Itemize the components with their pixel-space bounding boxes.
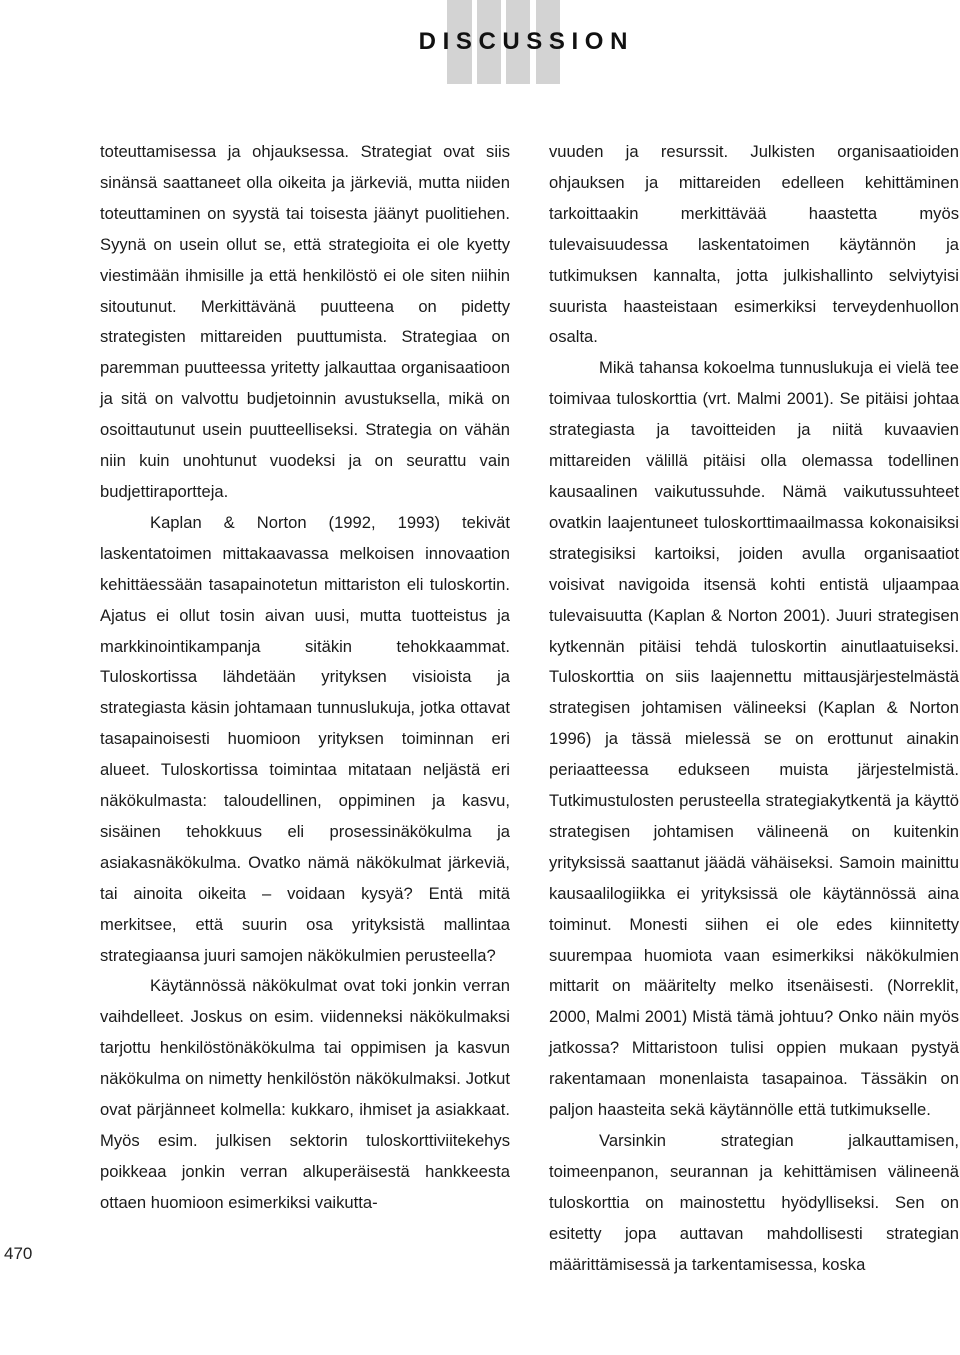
paragraph: vuuden ja resurssit. Julkisten organisaatioiden ohjauksen ja mittareiden edelleen kehittäminen tarkoittaakin merkittävää haastetta myös tulevaisuudessa laskentatoimen käytännön ja tutkimuksen kannalta, jotta julkishallinto selviytyisi suurista haasteistaan esimerkiksi terveydenhuollon osalta. — [549, 142, 959, 347]
paragraph: toteuttamisessa ja ohjauksessa. Strategiat ovat siis sinänsä saattaneet olla oikeita ja järkeviä, mutta niiden toteuttaminen on syystä tai toisesta jäänyt puolitiehen. Syynä on usein ollut se, että strategioita ei ole kyetty viestimään ihmisille ja että henkilöstö ei ole siten niihin sitoutunut. Merkittävänä puutteena on pidetty strategisten mittareiden puuttumista. Strategiaa on paremman puutteessa yritetty jalkauttaa organisaatioon ja sitä on valvottu budjetoinnin avustuksella, mikä on osoittautunut usein puutteelliseksi. Strategia on vähän niin kuin unohtunut vuodeksi ja on seurattu vain budjettiraportteja. — [100, 142, 510, 501]
section-title: DISCUSSION — [418, 28, 634, 55]
paragraph: Mikä tahansa kokoelma tunnuslukuja ei vielä tee toimivaa tuloskorttia (vrt. Malmi 2001). Se pitäisi johtaa strategiasta ja tavoitteiden ja niitä kuvaavien mittareiden välillä pitäisi olla olemassa todellinen kausaalinen vaikutussuhde. Nämä vaikutussuhteet ovatkin laajentuneet tuloskorttimaailmassa kokonaisiksi strategisiksi kartoiksi, joiden avulla organisaatiot voisivat navigoida itsensä kohti entistä uljaampaa tulevaisuutta (Kaplan & Norton 2001). Juuri strategisen kytkennän pitäisi tehdä tuloskortin ainutlaatuiseksi. Tuloskorttia on siis laajennettu mittausjärjestelmästä strategisen johtamisen välineeksi (Kaplan & Norton 1996) ja tässä mielessä se on erottunut ainakin periaatteessa edukseen muista järjestelmistä. Tutkimustulosten perusteella strategiakytkentä ja käyttö strategisen johtamisen välineenä on kuitenkin yrityksissä saattanut jäädä vähäiseksi. Samoin mainittu kausaalilogiikka ei yrityksissä ole käytännössä aina toiminut. Monesti siihen ei ole edes kiinnitetty suurempaa huomiota vaan esimerkiksi näkökulmien mittarit on määritelty melko itsenäisesti. (Norreklit, 2000, Malmi 2001) Mistä tämä johtuu? Onko näin myös jatkossa? Mittaristoon tulisi oppien mukaan pystyä rakentamaan monenlaista tasapainoa. Tässäkin on paljon haasteita sekä käytännölle että tutkimukselle. — [549, 358, 959, 1120]
right-text-column — [549, 137, 959, 1281]
paragraph: Kaplan & Norton (1992, 1993) tekivät laskentatoimen mittakaavassa melkoisen innovaation kehittäessään tasapainotetun mittariston eli tuloskortin. Ajatus ei ollut tosin aivan uusi, mutta tuotteistus ja markkinointikampanja sitäkin tehokkaammat. Tuloskortissa lähdetään yrityksen visioista ja strategiasta käsin johtamaan tunnuslukuja, jotka ottavat tasapainoisesti huomioon yrityksen toiminnan eri alueet. Tuloskortissa toimintaa mitataan neljästä eri näkökulmasta: taloudellinen, oppiminen ja kasvu, sisäinen tehokkuus eli prosessinäkökulma ja asiakasnäkökulma. Ovatko nämä näkökulmat järkeviä, tai ainoita oikeita – voidaan kysyä? Entä mitä merkitsee, että suurin osa yrityksistä mallintaa strategiaansa juuri samojen näkökulmien perusteella? — [100, 512, 510, 965]
paragraph: Käytännössä näkökulmat ovat toki jonkin verran vaihdelleet. Joskus on esim. viidenneksi näkökulmaksi tarjottu henkilöstönäkökulma tai oppimisen ja kasvun näkökulma on nimetty henkilöstön näkökulmaksi. Jotkut ovat pärjänneet kolmella: kukkaro, ihmiset ja asiakkaat. Myös esim. julkisen sektorin tuloskorttiviitekehys poikkeaa jonkin verran alkuperäisestä hankkeesta ottaen huomioon esimerkiksi vaikutta- — [100, 976, 510, 1212]
page-number: 470 — [4, 1244, 33, 1263]
left-text-column — [100, 137, 510, 1219]
paragraph: Varsinkin strategian jalkauttamisen, toimeenpanon, seurannan ja kehittämisen välineenä tuloskorttia on mainostettu hyödylliseksi. Sen on esitetty jopa auttavan mahdollisesti strategian määrittämisessä ja tarkentamisessa, koska — [549, 1131, 959, 1274]
